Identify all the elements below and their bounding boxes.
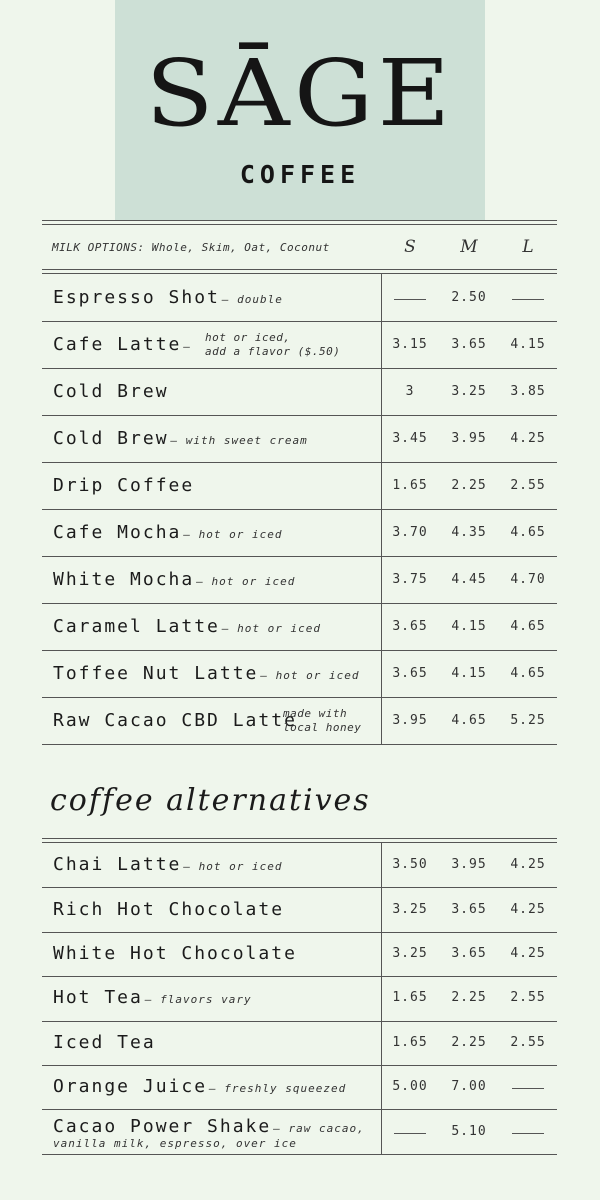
price-large: 4.25 xyxy=(510,857,546,873)
milk-options: MILK OPTIONS: Whole, Skim, Oat, Coconut xyxy=(52,241,330,254)
menu-item-name xyxy=(53,1076,346,1097)
menu-item-name xyxy=(53,899,284,920)
price-medium: 2.25 xyxy=(451,990,487,1006)
price-medium: 3.65 xyxy=(451,901,487,917)
menu-item-title: White Mocha xyxy=(53,568,195,590)
price-unavailable-dash xyxy=(394,1133,426,1134)
menu-item-name xyxy=(53,616,321,637)
price-medium: 5.10 xyxy=(451,1123,487,1139)
menu-item-note: – hot or iced xyxy=(221,621,321,635)
menu-item-note: – with sweet cream xyxy=(170,433,308,447)
menu-item-row xyxy=(42,275,557,322)
size-small-header: S xyxy=(404,237,416,257)
menu-item-note: – flavors vary xyxy=(144,993,252,1007)
price-medium: 2.25 xyxy=(451,1034,487,1050)
price-unavailable-dash xyxy=(512,1088,544,1089)
menu-item-row xyxy=(42,510,557,557)
price-large: 3.85 xyxy=(510,383,546,399)
menu-item-title: Raw Cacao CBD Latte xyxy=(53,709,297,731)
price-large: 4.25 xyxy=(510,901,546,917)
price-large: 4.70 xyxy=(510,571,546,587)
price-small: 3.45 xyxy=(392,430,428,446)
price-small: 3.25 xyxy=(392,901,428,917)
price-small: 3.25 xyxy=(392,945,428,961)
menu-item-note: – freshly squeezed xyxy=(209,1082,347,1096)
price-small: 1.65 xyxy=(392,1034,428,1050)
menu-item-name xyxy=(53,475,194,496)
menu-item-title: Cold Brew xyxy=(53,427,169,449)
price-medium: 2.50 xyxy=(451,289,487,305)
price-small: 3.65 xyxy=(392,618,428,634)
price-small: 3.65 xyxy=(392,665,428,681)
header-rule xyxy=(42,269,557,270)
menu-item-row xyxy=(42,604,557,651)
price-medium: 4.15 xyxy=(451,618,487,634)
brand-header xyxy=(115,0,485,220)
price-small: 3.75 xyxy=(392,571,428,587)
menu-item-row xyxy=(42,933,557,977)
menu-item-title: Cafe Latte xyxy=(53,333,182,355)
menu-item-name xyxy=(53,1032,156,1053)
menu-item-row xyxy=(42,888,557,932)
menu-item-note: – hot or iced xyxy=(183,860,283,874)
menu-item-note: – hot or iced xyxy=(196,574,296,588)
menu-item-title: Cacao Power Shake xyxy=(53,1116,272,1138)
row-divider xyxy=(42,744,557,745)
price-small: 3.70 xyxy=(392,524,428,540)
menu-item-name xyxy=(53,287,283,308)
section-title-alternatives: coffee alternatives xyxy=(50,783,371,818)
price-medium: 7.00 xyxy=(451,1079,487,1095)
menu-item-note: – double xyxy=(221,292,283,306)
size-medium-header: M xyxy=(460,237,478,257)
price-medium: 4.35 xyxy=(451,524,487,540)
menu-item-name xyxy=(53,943,297,964)
menu-item-name xyxy=(53,569,295,590)
menu-item-row xyxy=(42,698,557,745)
price-small: 3.15 xyxy=(392,336,428,352)
menu-item-row xyxy=(42,416,557,463)
row-divider xyxy=(42,1154,557,1155)
menu-item-row xyxy=(42,557,557,604)
menu-item-note-stacked xyxy=(205,331,340,359)
price-medium: 3.95 xyxy=(451,857,487,873)
menu-item-name xyxy=(53,854,282,875)
menu-item-title: Toffee Nut Latte xyxy=(53,662,259,684)
price-medium: 4.15 xyxy=(451,665,487,681)
price-large: 2.55 xyxy=(510,477,546,493)
menu-item-title: Caramel Latte xyxy=(53,615,220,637)
price-large: 4.25 xyxy=(510,430,546,446)
menu-item-name xyxy=(53,381,169,402)
note-line: hot or iced, xyxy=(205,330,291,344)
price-medium: 2.25 xyxy=(451,477,487,493)
menu-item-row xyxy=(42,322,557,369)
price-unavailable-dash xyxy=(512,1133,544,1134)
menu-item-note: – hot or iced xyxy=(260,668,360,682)
price-medium: 3.25 xyxy=(451,383,487,399)
menu-item-row xyxy=(42,844,557,888)
top-rule xyxy=(42,224,557,225)
price-medium: 4.65 xyxy=(451,712,487,728)
price-large: 4.65 xyxy=(510,665,546,681)
note-line: add a flavor ($.50) xyxy=(205,344,341,358)
top-rule xyxy=(42,220,557,221)
price-small: 3 xyxy=(405,383,415,399)
header-rule xyxy=(42,273,557,274)
alternatives-top-rule xyxy=(42,838,557,839)
menu-item-name xyxy=(53,1116,365,1137)
menu-item-row xyxy=(42,1022,557,1066)
menu-item-name xyxy=(53,334,191,355)
menu-item-title: Rich Hot Chocolate xyxy=(53,898,285,920)
menu-item-name xyxy=(53,428,308,449)
menu-item-title: Drip Coffee xyxy=(53,474,195,496)
menu-item-note: – hot or iced xyxy=(183,527,283,541)
price-large: 4.25 xyxy=(510,945,546,961)
menu-item-title: Iced Tea xyxy=(53,1031,156,1053)
menu-item-row xyxy=(42,977,557,1021)
menu-item-title: Orange Juice xyxy=(53,1076,208,1098)
price-large: 4.15 xyxy=(510,336,546,352)
price-medium: 3.95 xyxy=(451,430,487,446)
price-small: 3.95 xyxy=(392,712,428,728)
price-large: 2.55 xyxy=(510,1034,546,1050)
menu-item-title: Cafe Mocha xyxy=(53,521,182,543)
menu-item-note: – raw cacao, xyxy=(273,1122,365,1136)
menu-item-name xyxy=(53,663,359,684)
note-line: local honey xyxy=(283,720,362,734)
menu-item-note-line2: vanilla milk, espresso, over ice xyxy=(53,1137,297,1151)
price-medium: 3.65 xyxy=(451,336,487,352)
brand-subtitle: COFFEE xyxy=(239,160,361,189)
menu-item-name xyxy=(53,710,297,731)
note-line: made with xyxy=(283,706,348,720)
price-unavailable-dash xyxy=(394,299,426,300)
menu-item-row xyxy=(42,1110,557,1154)
menu-item-row xyxy=(42,369,557,416)
price-medium: 4.45 xyxy=(451,571,487,587)
menu-item-title: Hot Tea xyxy=(53,987,143,1009)
price-large: 2.55 xyxy=(510,990,546,1006)
price-medium: 3.65 xyxy=(451,945,487,961)
menu-item-note: – xyxy=(183,339,191,353)
price-small: 3.50 xyxy=(392,857,428,873)
price-large: 5.25 xyxy=(510,712,546,728)
menu-item-name xyxy=(53,987,252,1008)
price-large: 4.65 xyxy=(510,524,546,540)
size-large-header: L xyxy=(522,237,534,257)
alternatives-top-rule xyxy=(42,842,557,843)
menu-item-note-stacked xyxy=(283,707,361,735)
price-large: 4.65 xyxy=(510,618,546,634)
menu-item-row xyxy=(42,651,557,698)
menu-item-title: Chai Latte xyxy=(53,854,182,876)
price-unavailable-dash xyxy=(512,299,544,300)
menu-item-title: Cold Brew xyxy=(53,380,169,402)
price-small: 1.65 xyxy=(392,990,428,1006)
menu-item-title: Espresso Shot xyxy=(53,286,220,308)
menu-item-title: White Hot Chocolate xyxy=(53,942,297,964)
menu-item-name xyxy=(53,522,282,543)
menu-item-row xyxy=(42,463,557,510)
price-small: 5.00 xyxy=(392,1079,428,1095)
price-small: 1.65 xyxy=(392,477,428,493)
brand-logo: SĀGE xyxy=(145,40,455,147)
menu-item-row xyxy=(42,1066,557,1110)
